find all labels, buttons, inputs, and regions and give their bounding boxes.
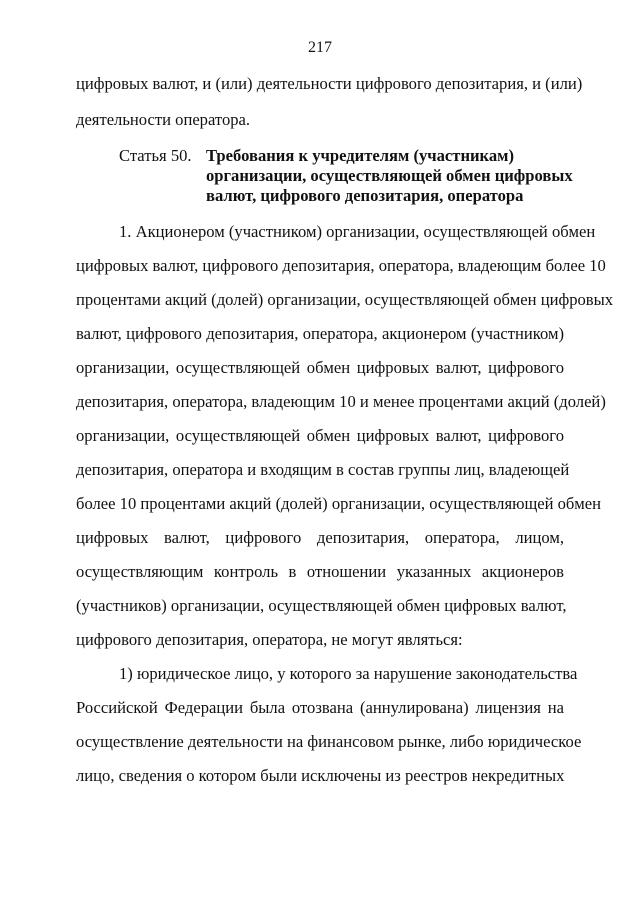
- list-item-line: лицо, сведения о котором были исключены из реестров некредитных: [76, 766, 565, 785]
- paragraph-line: 1. Акционером (участником) организации, осуществляющей обмен: [119, 222, 596, 241]
- article-title-line: организации, осуществляющей обмен цифровых: [206, 166, 573, 185]
- paragraph-line: осуществляющим контроль в отношении указанных акционеров: [76, 562, 564, 581]
- article-label: Статья 50.: [119, 146, 192, 165]
- paragraph-line: цифровых валют, цифрового депозитария, оператора, лицом,: [76, 528, 564, 547]
- article-title-line: валют, цифрового депозитария, оператора: [206, 186, 524, 205]
- paragraph-line: организации, осуществляющей обмен цифровых валют, цифрового: [76, 426, 564, 445]
- paragraph-line: (участников) организации, осуществляющей обмен цифровых валют,: [76, 596, 567, 615]
- page-number: 217: [308, 39, 332, 56]
- paragraph-line: депозитария, оператора и входящим в состав группы лиц, владеющей: [76, 460, 570, 479]
- paragraph-line: более 10 процентами акций (долей) организации, осуществляющей обмен: [76, 494, 601, 513]
- list-item-line: осуществление деятельности на финансовом рынке, либо юридическое: [76, 732, 582, 751]
- intro-line: цифровых валют, и (или) деятельности цифрового депозитария, и (или): [76, 74, 583, 93]
- list-item-line: 1) юридическое лицо, у которого за нарушение законодательства: [119, 664, 578, 683]
- paragraph-line: процентами акций (долей) организации, осуществляющей обмен цифровых: [76, 290, 614, 309]
- paragraph-line: депозитария, оператора, владеющим 10 и менее процентами акций (долей): [76, 392, 606, 411]
- list-item-line: Российской Федерации была отозвана (аннулирована) лицензия на: [76, 698, 564, 717]
- paragraph-line: цифровых валют, цифрового депозитария, оператора, владеющим более 10: [76, 256, 606, 275]
- article-title-line: Требования к учредителям (участникам): [206, 146, 514, 165]
- paragraph-line: валют, цифрового депозитария, оператора, акционером (участником): [76, 324, 564, 343]
- intro-line: деятельности оператора.: [76, 110, 251, 129]
- paragraph-line: организации, осуществляющей обмен цифровых валют, цифрового: [76, 358, 564, 377]
- paragraph-line: цифрового депозитария, оператора, не могут являться:: [76, 630, 463, 649]
